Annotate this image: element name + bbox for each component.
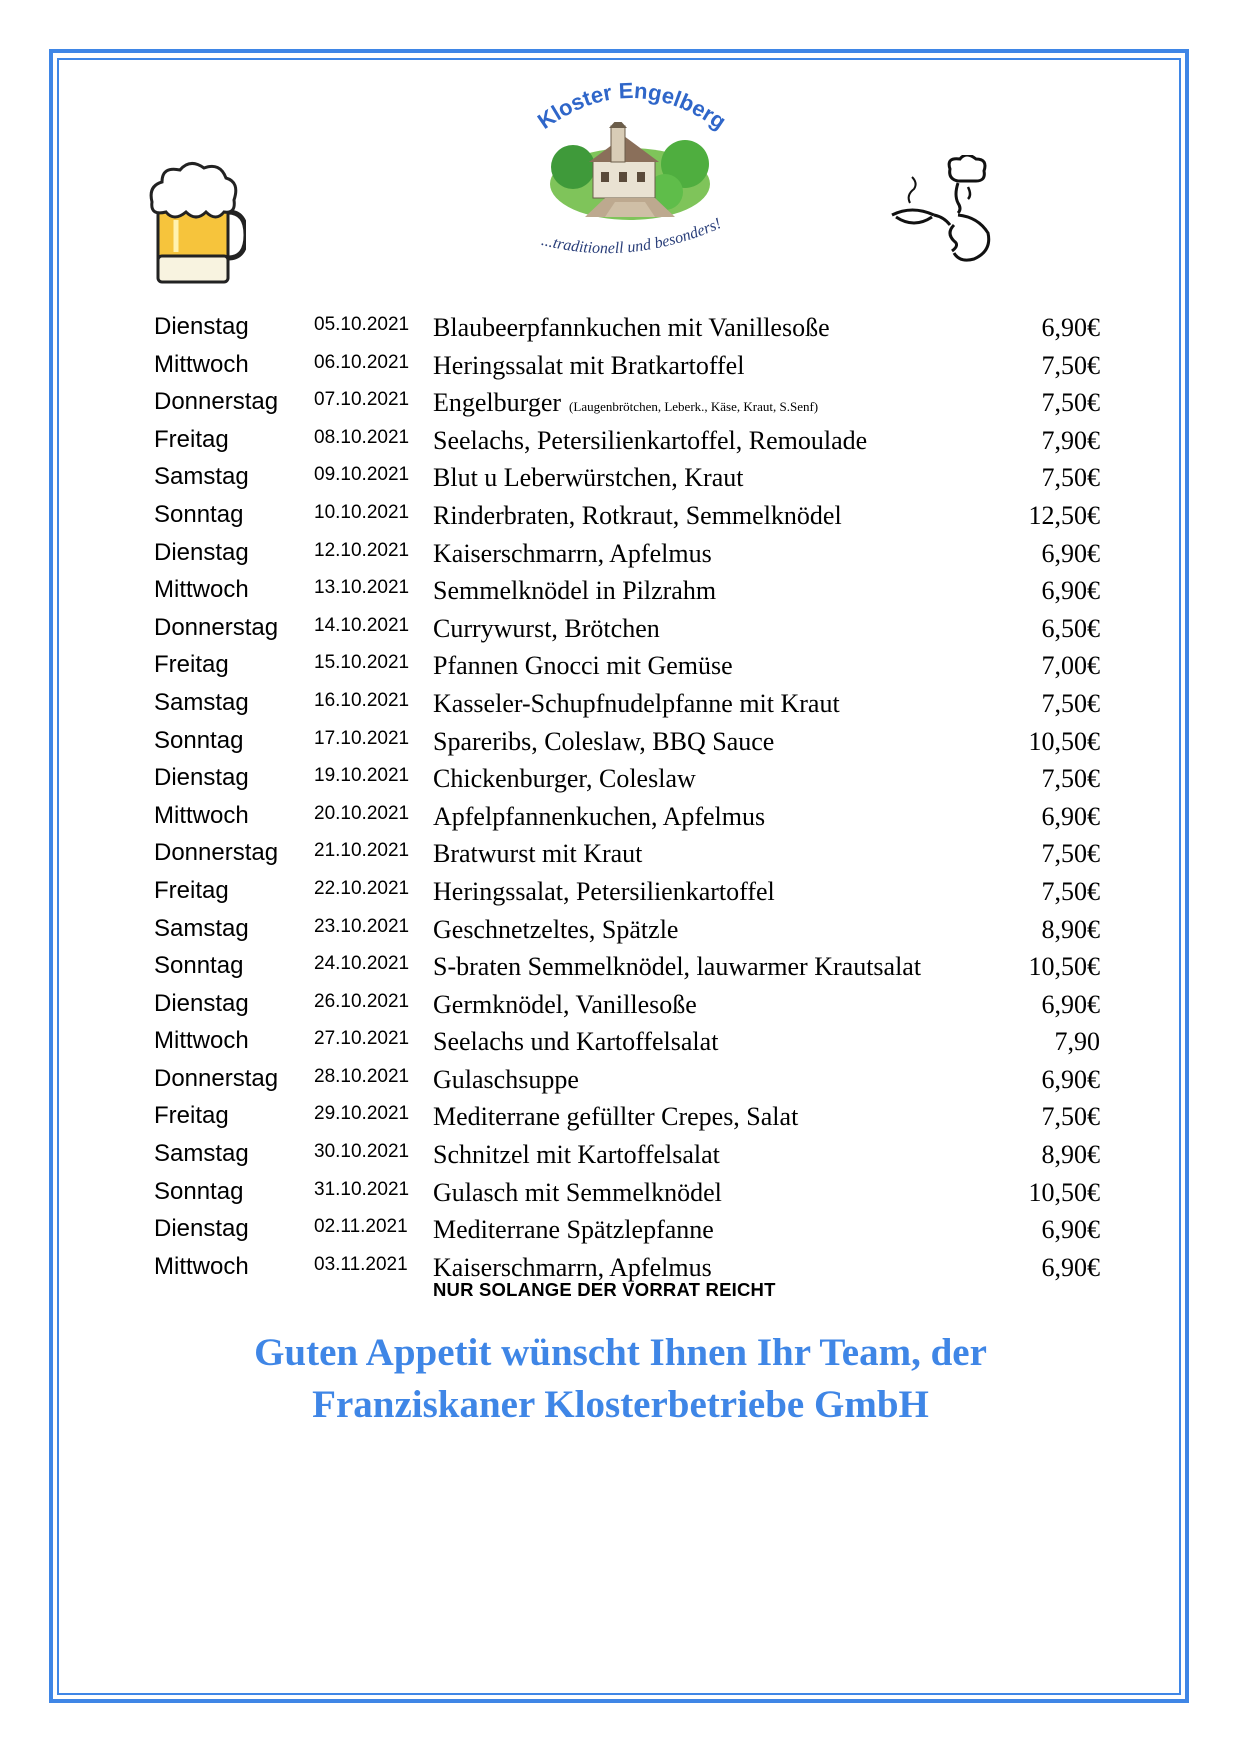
menu-day: Mittwoch [154,576,249,604]
menu-price: 8,90€ [1041,1140,1100,1170]
menu-day: Dienstag [154,538,249,566]
menu-price: 6,90€ [1041,313,1100,342]
menu-price: 7,50€ [1041,688,1100,718]
menu-row [154,609,1114,647]
menu-dish-name: Currywurst, Brötchen [433,613,660,643]
menu-row [154,1060,1114,1098]
closing-message [0,1327,1241,1431]
menu-date: 10.10.2021 [314,501,410,523]
menu-day: Mittwoch [154,1252,249,1280]
menu-date: 09.10.2021 [314,464,410,486]
menu-dish-name: Gulaschsuppe [433,1064,579,1094]
menu-date: 08.10.2021 [314,426,410,448]
menu-day: Dienstag [154,989,249,1017]
menu-row [154,1097,1114,1135]
menu-dish-name: Germknödel, Vanillesoße [433,989,697,1019]
menu-date: 23.10.2021 [314,915,410,937]
menu-day: Samstag [154,463,249,491]
menu-dish-name: Kaiserschmarrn, Apfelmus [433,538,712,568]
menu-price: 7,50€ [1041,764,1100,794]
menu-price: 7,50€ [1041,350,1100,380]
menu-date: 19.10.2021 [314,765,410,787]
menu-day: Freitag [154,1102,229,1130]
menu-dish-name: Gulasch mit Semmelknödel [433,1177,722,1207]
menu-day: Donnerstag [154,839,279,867]
menu-dish-name: Mediterrane Spätzlepfanne [433,1215,714,1245]
menu-dish-name: Seelachs, Petersilienkartoffel, Remoulade [433,425,868,455]
menu-day: Mittwoch [154,350,249,378]
menu-day: Samstag [154,688,249,716]
menu-row [154,872,1114,910]
menu-dish-note: (Laugenbrötchen, Leberk., Käse, Kraut, S.Senf) [569,399,819,415]
menu-day: Freitag [154,651,229,679]
menu-date: 15.10.2021 [314,652,410,674]
menu-row [154,421,1114,459]
menu-price: 8,90€ [1041,914,1100,944]
menu-date: 26.10.2021 [314,990,410,1012]
menu-row [154,308,1114,346]
menu-dish-name: Geschnetzeltes, Spätzle [433,914,679,944]
menu-day: Sonntag [154,726,244,754]
menu-row [154,571,1114,609]
menu-dish-name: S-braten Semmelknödel, lauwarmer Krautsalat [433,952,922,982]
menu-price: 6,90€ [1041,801,1100,831]
menu-price: 7,50€ [1041,1102,1100,1132]
menu-dish-name: Kasseler-Schupfnudelpfanne mit Kraut [433,688,840,718]
menu-row [154,684,1114,722]
menu-price: 6,50€ [1041,613,1100,643]
beer-mug-icon [146,160,246,285]
menu-dish-name: Heringssalat mit Bratkartoffel [433,350,745,380]
menu-row [154,910,1114,948]
menu-date: 03.11.2021 [314,1253,408,1275]
weekly-menu-list [154,308,1114,1285]
menu-price: 12,50€ [1028,500,1100,530]
menu-date: 24.10.2021 [314,953,410,975]
menu-row [154,346,1114,384]
menu-date: 20.10.2021 [314,802,410,824]
menu-date: 06.10.2021 [314,351,410,373]
menu-date: 14.10.2021 [314,614,410,636]
menu-row [154,1022,1114,1060]
menu-price: 10,50€ [1028,726,1100,756]
logo-title-text: Kloster Engelberg [532,77,731,135]
menu-day: Sonntag [154,952,244,980]
menu-date: 21.10.2021 [314,840,410,862]
menu-price: 7,50€ [1041,463,1100,493]
menu-day: Freitag [154,876,229,904]
availability-notice: NUR SOLANGE DER VORRAT REICHT [433,1279,776,1300]
menu-day: Samstag [154,1140,249,1168]
menu-date: 02.11.2021 [314,1216,408,1238]
menu-day: Donnerstag [154,613,279,641]
menu-row [154,797,1114,835]
menu-price: 7,50€ [1041,876,1100,906]
menu-price: 6,90€ [1041,576,1100,606]
menu-day: Mittwoch [154,1027,249,1055]
menu-dish-name: Chickenburger, Coleslaw [433,764,696,794]
menu-price: 10,50€ [1028,952,1100,982]
menu-row [154,458,1114,496]
menu-price: 6,90€ [1041,1252,1100,1282]
menu-date: 27.10.2021 [314,1028,410,1050]
menu-date: 13.10.2021 [314,577,410,599]
menu-dish-name: Spareribs, Coleslaw, BBQ Sauce [433,726,775,756]
menu-row [154,383,1114,421]
menu-date: 22.10.2021 [314,877,410,899]
menu-price: 6,90€ [1041,538,1100,568]
menu-row [154,496,1114,534]
menu-day: Mittwoch [154,801,249,829]
menu-dish-name: Rinderbraten, Rotkraut, Semmelknödel [433,500,842,530]
menu-day: Dienstag [154,764,249,792]
logo-tagline-text: ...traditionell und besonders! [539,215,724,258]
menu-date: 28.10.2021 [314,1065,410,1087]
menu-price: 7,90 [1054,1027,1100,1057]
menu-price: 7,50€ [1041,388,1100,418]
menu-dish-name: Seelachs und Kartoffelsalat [433,1027,719,1057]
menu-day: Donnerstag [154,388,279,416]
menu-date: 16.10.2021 [314,689,410,711]
menu-row [154,1135,1114,1173]
menu-price: 6,90€ [1041,1215,1100,1245]
kloster-logo [515,62,745,272]
menu-row [154,722,1114,760]
menu-price: 6,90€ [1041,989,1100,1019]
menu-day: Dienstag [154,313,249,340]
menu-dish-name: Bratwurst mit Kraut [433,839,643,869]
menu-date: 31.10.2021 [314,1178,410,1200]
menu-dish-name: Blut u Leberwürstchen, Kraut [433,463,744,493]
menu-price: 6,90€ [1041,1064,1100,1094]
menu-row [154,985,1114,1023]
menu-day: Sonntag [154,1177,244,1205]
menu-day: Freitag [154,425,229,453]
menu-day: Sonntag [154,500,244,528]
menu-date: 07.10.2021 [314,389,410,411]
chef-icon [888,155,998,265]
menu-price: 7,00€ [1041,651,1100,681]
menu-date: 29.10.2021 [314,1103,410,1125]
menu-date: 05.10.2021 [314,314,410,335]
menu-row [154,834,1114,872]
menu-row [154,759,1114,797]
menu-row [154,1173,1114,1211]
menu-dish-name: Pfannen Gnocci mit Gemüse [433,651,733,681]
closing-line-2: Franziskaner Klosterbetriebe GmbH [312,1383,929,1426]
menu-row [154,1210,1114,1248]
menu-price: 10,50€ [1028,1177,1100,1207]
menu-row [154,534,1114,572]
menu-dish-name: Kaiserschmarrn, Apfelmus [433,1252,712,1282]
menu-date: 12.10.2021 [314,539,410,561]
menu-dish-name: Heringssalat, Petersilienkartoffel [433,876,775,906]
menu-dish-name: Semmelknödel in Pilzrahm [433,576,717,606]
menu-dish-name: Schnitzel mit Kartoffelsalat [433,1140,720,1170]
menu-dish-name: Mediterrane gefüllter Crepes, Salat [433,1102,799,1132]
monastery-illustration [545,122,715,222]
menu-dish-name: Apfelpfannenkuchen, Apfelmus [433,801,766,831]
menu-day: Dienstag [154,1215,249,1243]
menu-date: 17.10.2021 [314,727,410,749]
menu-day: Samstag [154,914,249,942]
menu-day: Donnerstag [154,1064,279,1092]
menu-row [154,947,1114,985]
logo-tagline-arc [515,212,745,272]
menu-date: 30.10.2021 [314,1141,410,1163]
menu-price: 7,90€ [1041,425,1100,455]
menu-dish-name: Engelburger [433,388,562,418]
menu-row [154,646,1114,684]
menu-price: 7,50€ [1041,839,1100,869]
menu-dish-name: Blaubeerpfannkuchen mit Vanillesoße [433,313,830,342]
closing-line-1: Guten Appetit wünscht Ihnen Ihr Team, der [254,1331,987,1374]
